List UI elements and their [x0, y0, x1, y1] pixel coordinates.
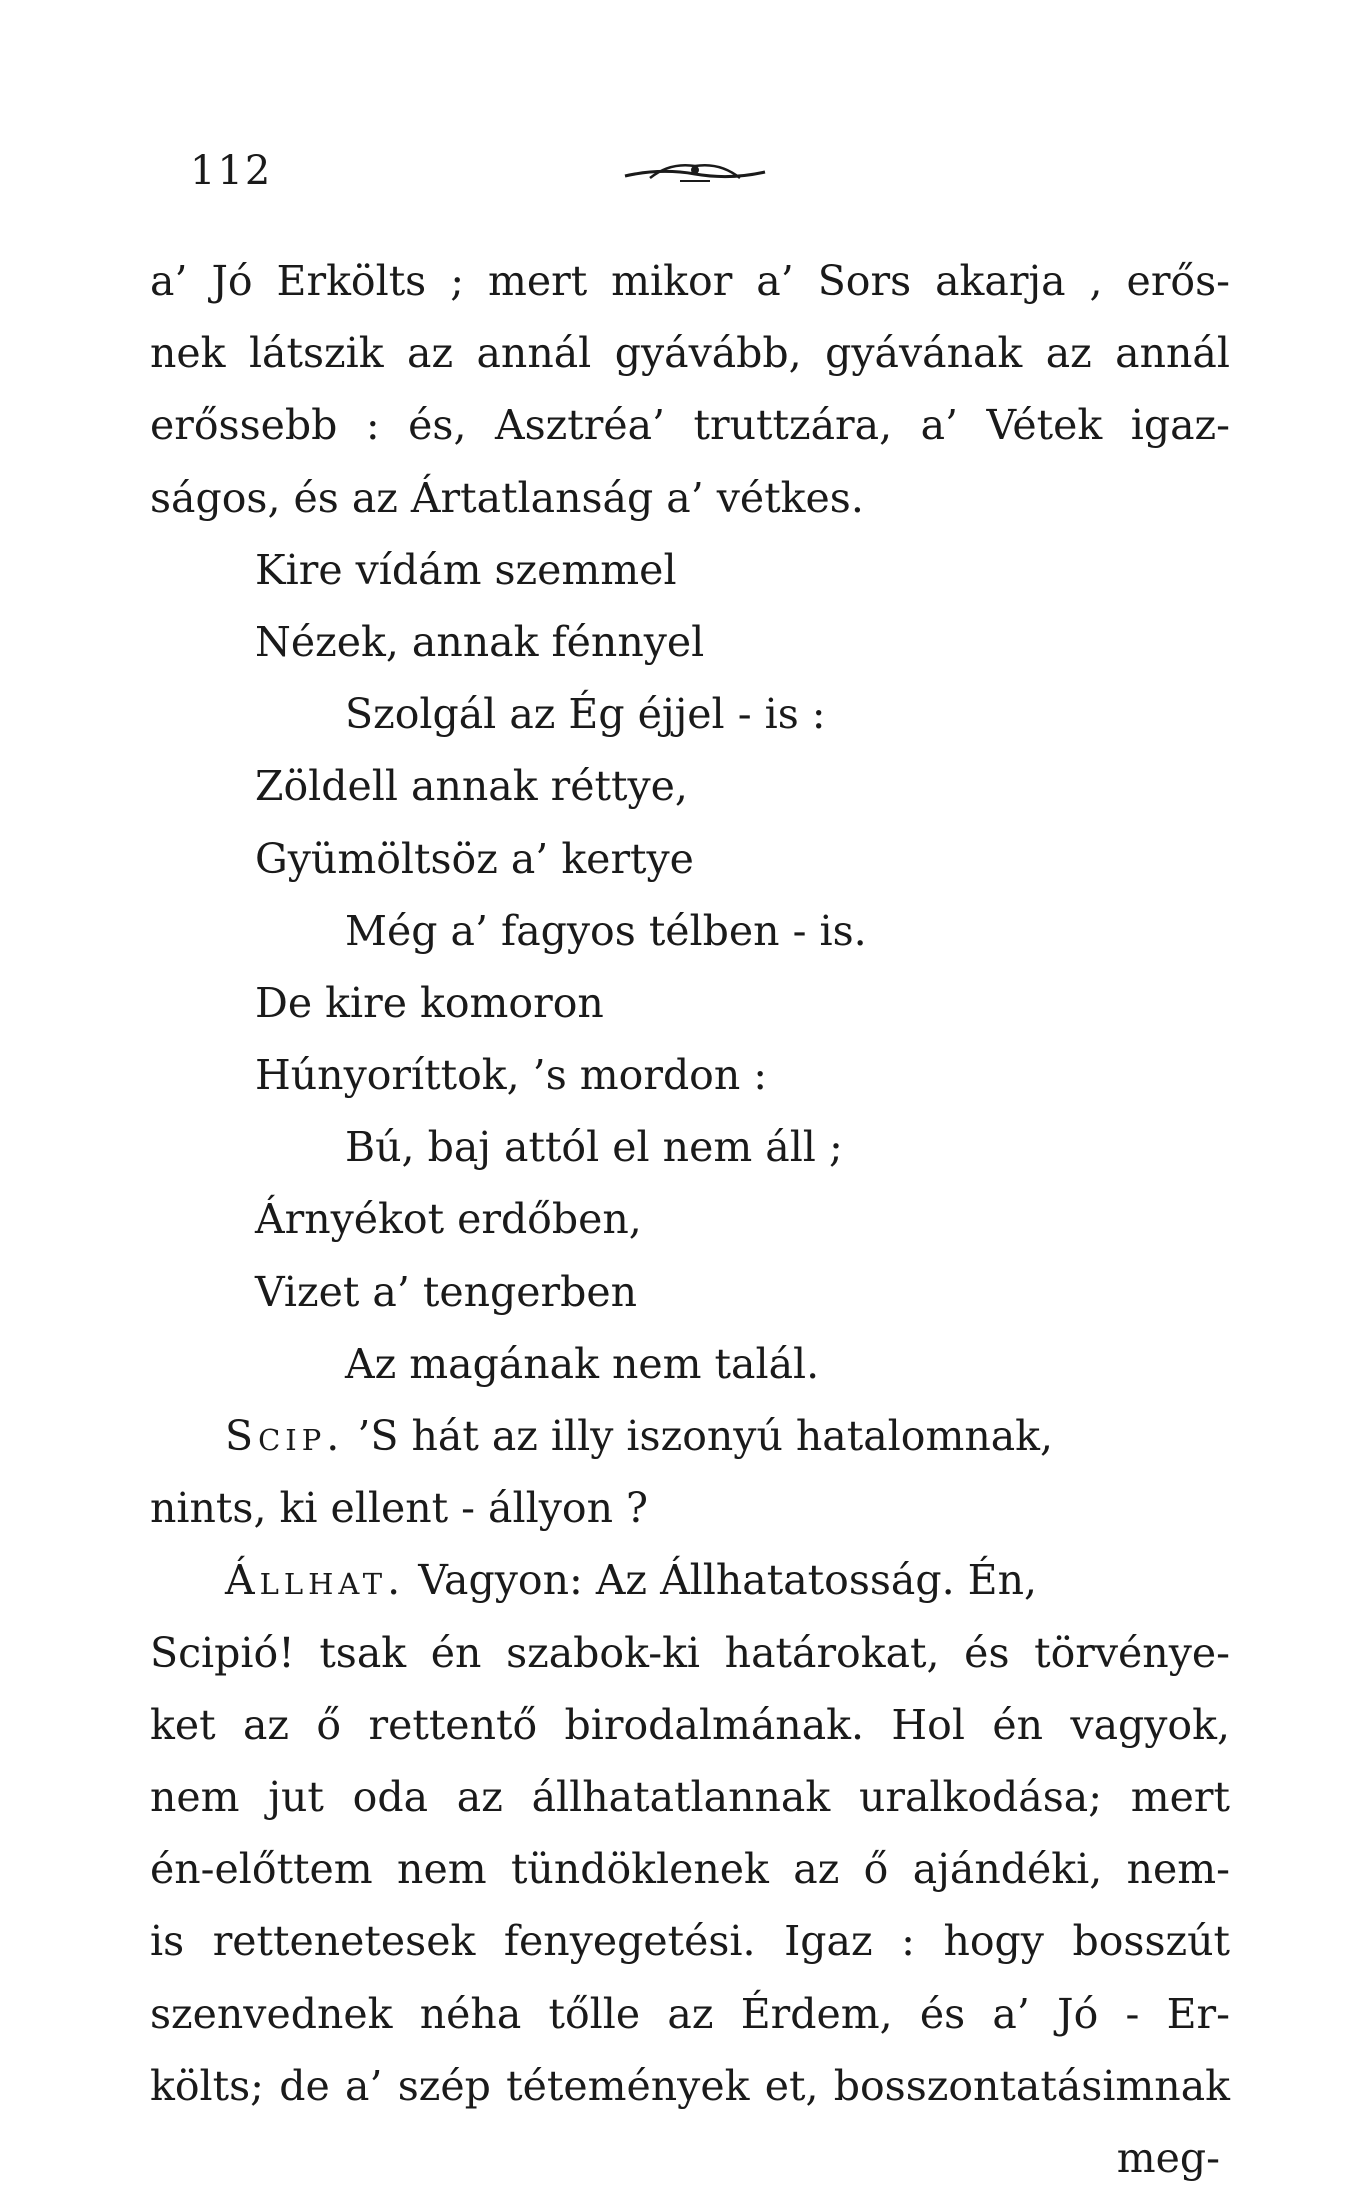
text-line: is rettenetesek fenyegetési. Igaz : hogy bosszút [150, 1917, 1230, 1966]
poem-line: Nézek, annak fénnyel [255, 617, 705, 666]
speaker-name: Állhat. [225, 1556, 406, 1605]
poem-line: Árnyékot erdőben, [255, 1195, 642, 1244]
text-line: költs; de a’ szép tétemények et, bosszontatásimnak [150, 2061, 1230, 2110]
poem-line: Kire vídám szemmel [255, 545, 677, 594]
page-number: 112 [190, 148, 273, 194]
speech-text: ’S hát az illy iszonyú hatalomnak, [344, 1412, 1054, 1460]
poem-line: Az magának nem talál. [345, 1339, 820, 1388]
text-line: nek látszik az annál gyávább, gyávának az annál [150, 329, 1230, 378]
poem-line: Még a’ fagyos télben - is. [345, 906, 867, 955]
catchword: meg- [1116, 2133, 1220, 2182]
poem-line: De kire komoron [255, 978, 604, 1027]
dialogue-line [150, 1400, 1230, 1472]
text-line: én-előttem nem tündöklenek az ő ajándéki, nem- [150, 1845, 1230, 1894]
text-line: ságos, és az Ártatlanság a’ vétkes. [150, 473, 864, 522]
dialogue-line [150, 1544, 1230, 1616]
text-line: Scipió! tsak én szabok-ki határokat, és törvénye- [150, 1628, 1230, 1677]
page-header [190, 148, 1190, 208]
poem-line: Gyümöltsöz a’ kertye [255, 834, 694, 883]
text-line: szenvednek néha tőlle az Érdem, és a’ Jó - Er- [150, 1989, 1230, 2038]
ornament-icon [620, 156, 770, 186]
speaker-name: Scip. [225, 1412, 345, 1460]
text-line: ket az ő rettentő birodalmának. Hol én vagyok, [150, 1700, 1230, 1749]
speech-text: Vagyon: Az Állhatatosság. Én, [405, 1556, 1038, 1605]
poem-line: Húnyoríttok, ’s mordon : [255, 1051, 768, 1100]
page-text [150, 245, 1230, 2194]
text-line: nem jut oda az állhatatlannak uralkodása; mert [150, 1772, 1230, 1821]
poem-line: Zöldell annak réttye, [255, 762, 688, 811]
poem-line: Vizet a’ tengerben [255, 1267, 638, 1316]
text-line: erőssebb : és, Asztréa’ truttzára, a’ Vétek igaz- [150, 401, 1230, 450]
text-line: a’ Jó Erkölts ; mert mikor a’ Sors akarja , erős- [150, 257, 1230, 305]
text-line: nints, ki ellent - állyon ? [150, 1484, 648, 1533]
poem-line: Bú, baj attól el nem áll ; [345, 1123, 843, 1172]
poem-line: Szolgál az Ég éjjel - is : [345, 690, 826, 739]
